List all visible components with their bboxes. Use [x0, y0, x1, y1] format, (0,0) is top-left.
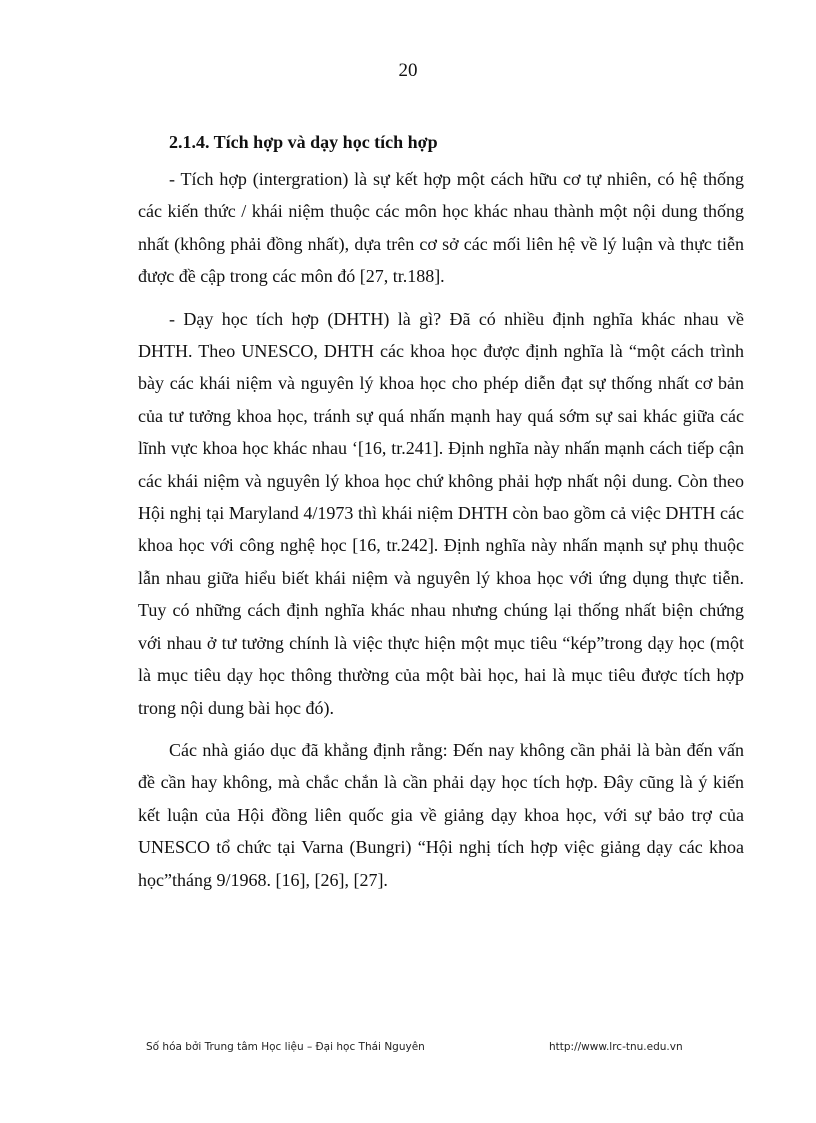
page-number: 20: [398, 60, 418, 81]
paragraph-integration-definition: - Tích hợp (intergration) là sự kết hợp một cách hữu cơ tự nhiên, có hệ thống các kiến thức / khái niệm thuộc các môn học khác nhau thành một nội dung thống nhất (không phải đồng nhất), dựa trên cơ sở các mối liên hệ về lý luận và thực tiễn được đề cập trong các môn đó [27, tr.188].: [138, 169, 744, 287]
paragraph-integrated-teaching: - Dạy học tích hợp (DHTH) là gì? Đã có nhiều định nghĩa khác nhau về DHTH. Theo UNESCO, DHTH các khoa học được định nghĩa là “một cách trình bày các khái niệm và nguyên lý khoa học cho phép diễn đạt sự thống nhất cơ bản của tư tưởng khoa học, tránh sự quá nhấn mạnh hay quá sớm sự sai khác giữa các lĩnh vực khoa học khác nhau ‘[16, tr.241]. Định nghĩa này nhấn mạnh cách tiếp cận các khái niệm và nguyên lý khoa học chứ không phải hợp nhất nội dung. Còn theo Hội nghị tại Maryland 4/1973 thì khái niệm DHTH còn bao gồm cả việc DHTH các khoa học với công nghệ học [16, tr.242]. Định nghĩa này nhấn mạnh sự phụ thuộc lẫn nhau giữa hiểu biết khái niệm và nguyên lý khoa học với ứng dụng thực tiễn. Tuy có những cách định nghĩa khác nhau nhưng chúng lại thống nhất biện chứng với nhau ở tư tưởng chính là việc thực hiện một mục tiêu “kép”trong dạy học (một là mục tiêu dạy học thông thường của một bài học, hai là mục tiêu được tích hợp trong nội dung bài học đó).: [138, 308, 744, 718]
footer-url: http://www.lrc-tnu.edu.vn: [549, 1041, 683, 1053]
footer-digitization-credit: Số hóa bởi Trung tâm Học liệu – Đại học Thái Nguyên: [146, 1041, 425, 1053]
document-body: [138, 132, 744, 906]
section-heading: 2.1.4. Tích hợp và dạy học tích hợp: [169, 132, 438, 152]
paragraph-educators-conclusion: Các nhà giáo dục đã khẳng định rằng: Đến nay không cần phải là bàn đến vấn đề cần hay không, mà chắc chắn là cần phải dạy học tích hợp. Đây cũng là ý kiến kết luận của Hội đồng liên quốc gia về giảng dạy khoa học, với sự bảo trợ của UNESCO tổ chức tại Varna (Bungri) “Hội nghị tích hợp việc giảng dạy các khoa học”tháng 9/1968. [16], [26], [27].: [138, 739, 744, 890]
